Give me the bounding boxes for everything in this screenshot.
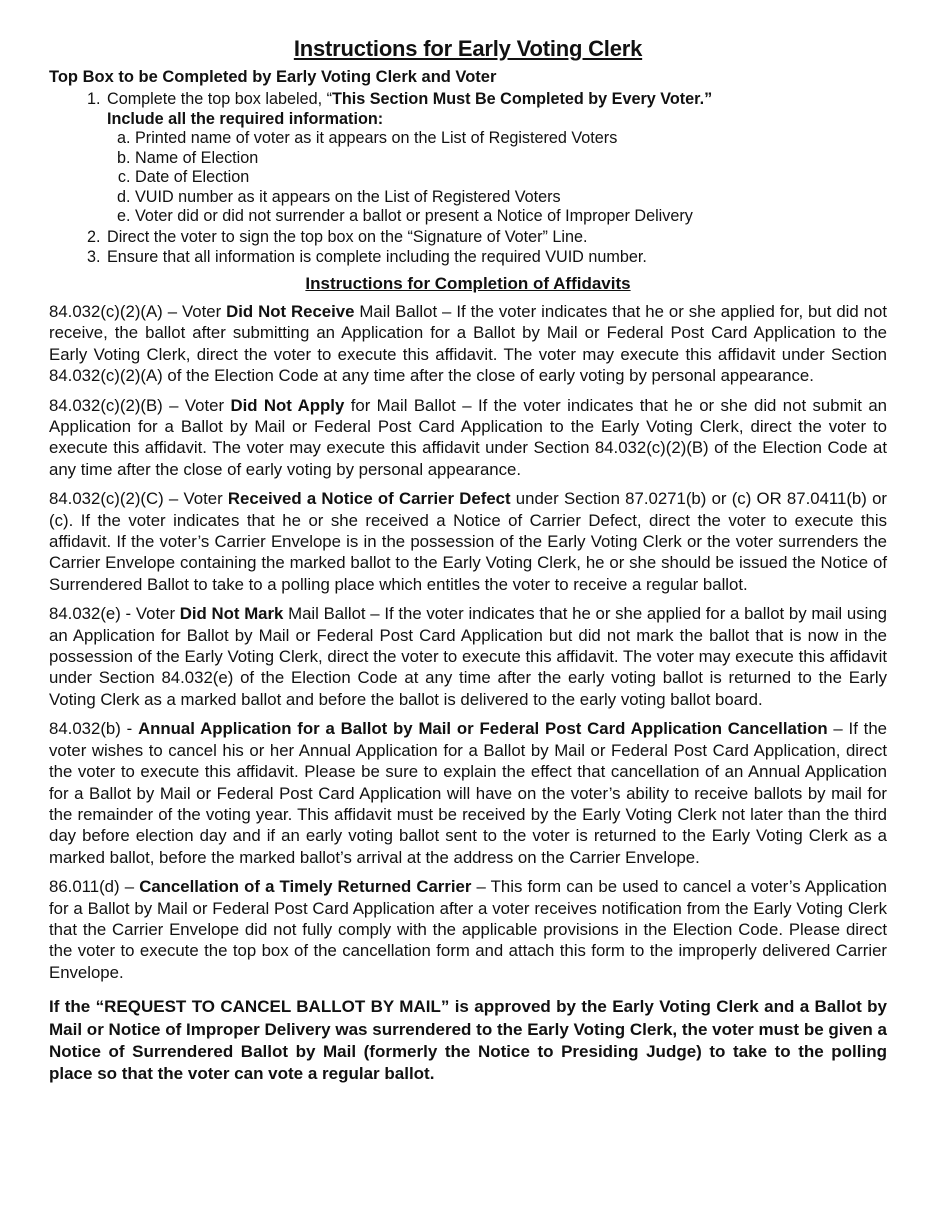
- affidavit-paragraph: [49, 301, 887, 387]
- affidavit-text: for Mail Ballot – If the voter indicates that he or she did not submit an Application for a Ballot by Mail or Federal Post Card Application to the Early Voting Clerk, direct the voter to execute this affidavit. The voter may execute this affidavit under Section 84.032(c)(2)(B) of the Election Code at any time after the close of early voting by personal appearance.: [49, 395, 888, 479]
- page-title: Instructions for Early Voting Clerk: [293, 36, 643, 61]
- affidavit-text: Mail Ballot – If the voter indicates that he or she applied for, but did not receive, the ballot after submitting an Application for a Ballot by Mail or Federal Post Card Application to the Early Voting Clerk, direct the voter to execute this affidavit. The voter may execute this affidavit under Section 84.032(c)(2)(A) of the Election Code at any time after the close of early voting by personal appearance.: [49, 301, 887, 386]
- affidavit-bold: Did Not Apply: [230, 395, 345, 415]
- affidavit-paragraph: [49, 488, 887, 595]
- step-2: 2. Direct the voter to sign the top box on the “Signature of Voter” Line.: [105, 227, 887, 247]
- affidavit-paragraph: [49, 718, 887, 868]
- step-1-bold-quote: This Section Must Be Completed by Every Voter.”: [331, 90, 713, 108]
- affidavit-prefix: 86.011(d) –: [49, 877, 140, 897]
- affidavit-bold: Did Not Mark: [179, 604, 284, 624]
- final-note: If the “REQUEST TO CANCEL BALLOT BY MAIL” is approved by the Early Voting Clerk and a Ballot by Mail or Notice of Improper Delivery was surrendered to the Early Voting Clerk, the voter must be given a Notice of Surrendered Ballot by Mail (formerly the Notice to Presiding Judge) to take to the polling place so that the voter can vote a regular ballot.: [49, 997, 887, 1084]
- affidavit-text: – If the voter wishes to cancel his or her Annual Application for a Ballot by Mail or Federal Post Card Application, direct the voter to execute this affidavit. Please be sure to explain the effect that cancellation of an Annual Application for a Ballot by Mail or Federal Post Card Application will have on the voter’s ability to receive ballots by mail for the remainder of the voting year. This affidavit must be received by the Early Voting Clerk not later than the third day before election day and if an early voting ballot sent to the voter is returned to the Early Voting Clerk as a marked ballot, before the marked ballot’s arrival at the address on the Carrier Envelope.: [49, 719, 888, 867]
- affidavit-prefix: 84.032(c)(2)(A) – Voter: [49, 301, 227, 321]
- affidavit-text: under Section 87.0271(b) or (c) OR 87.0411(b) or (c). If the voter indicates that he or she received a Notice of Carrier Defect, direct the voter to execute this affidavit. If the voter’s Carrier Envelope is in the possession of the Early Voting Clerk or the voter surrenders the Carrier Envelope containing the marked ballot to the Early Voting Clerk, he or she should be issued the Notice of Surrendered Ballot to take to a polling place which entitles the voter to receive a regular ballot.: [49, 489, 887, 594]
- affidavit-paragraph: [49, 603, 887, 710]
- document-page: [49, 36, 887, 1086]
- sub-item: c. Date of Election: [135, 168, 887, 188]
- step-1: [105, 89, 887, 227]
- affidavit-bold: Annual Application for a Ballot by Mail or Federal Post Card Application Cancellation: [138, 719, 828, 739]
- affidavit-bold: Received a Notice of Carrier Defect: [227, 489, 511, 509]
- steps-list: [49, 89, 887, 267]
- affidavit-prefix: 84.032(c)(2)(B) – Voter: [49, 395, 231, 415]
- affidavit-text: – This form can be used to cancel a voter’s Application for a Ballot by Mail or Federal Post Card Application after a voter receives notification from the Early Voting Clerk that the Carrier Envelope did not fully comply with the applicable provisions in the Election Code. Please direct the voter to execute the top box of the cancellation form and attach this form to the improperly delivered Carrier Envelope.: [49, 877, 887, 982]
- step-3: 3. Ensure that all information is complete including the required VUID number.: [105, 247, 887, 267]
- affidavit-text: Mail Ballot – If the voter indicates that he or she applied for a ballot by mail using an Application for Ballot by Mail or Federal Post Card Application but did not mark the ballot that is now in the possession of the Early Voting Clerk, direct the voter to execute this affidavit. The voter may execute this affidavit under Section 84.032(e) of the Election Code at any time after the early voting ballot is returned to the Early Voting Clerk as a marked ballot and before the ballot is delivered to the early voting ballot board.: [49, 604, 887, 709]
- affidavit-paragraph: [49, 395, 887, 481]
- step-1-bold-line2: Include all the required information:: [107, 110, 384, 128]
- sub-item: b. Name of Election: [135, 149, 887, 169]
- affidavit-prefix: 84.032(e) - Voter: [49, 604, 180, 624]
- sub-item: a. Printed name of voter as it appears on the List of Registered Voters: [135, 129, 887, 149]
- sub-item: e. Voter did or did not surrender a ballot or present a Notice of Improper Delivery: [135, 207, 887, 227]
- affidavit-bold: Cancellation of a Timely Returned Carrier: [139, 877, 472, 897]
- step-1-text: Complete the top box labeled, “: [107, 90, 332, 108]
- top-box-heading: Top Box to be Completed by Early Voting Clerk and Voter: [49, 68, 497, 86]
- sub-item: d. VUID number as it appears on the List of Registered Voters: [135, 188, 887, 208]
- affidavit-prefix: 84.032(b) -: [49, 719, 139, 739]
- affidavit-paragraph: [49, 876, 887, 983]
- affidavits-heading: Instructions for Completion of Affidavits: [305, 273, 631, 293]
- affidavit-bold: Did Not Receive: [226, 301, 355, 321]
- sub-items-list: [107, 129, 887, 227]
- affidavit-prefix: 84.032(c)(2)(C) – Voter: [49, 489, 228, 509]
